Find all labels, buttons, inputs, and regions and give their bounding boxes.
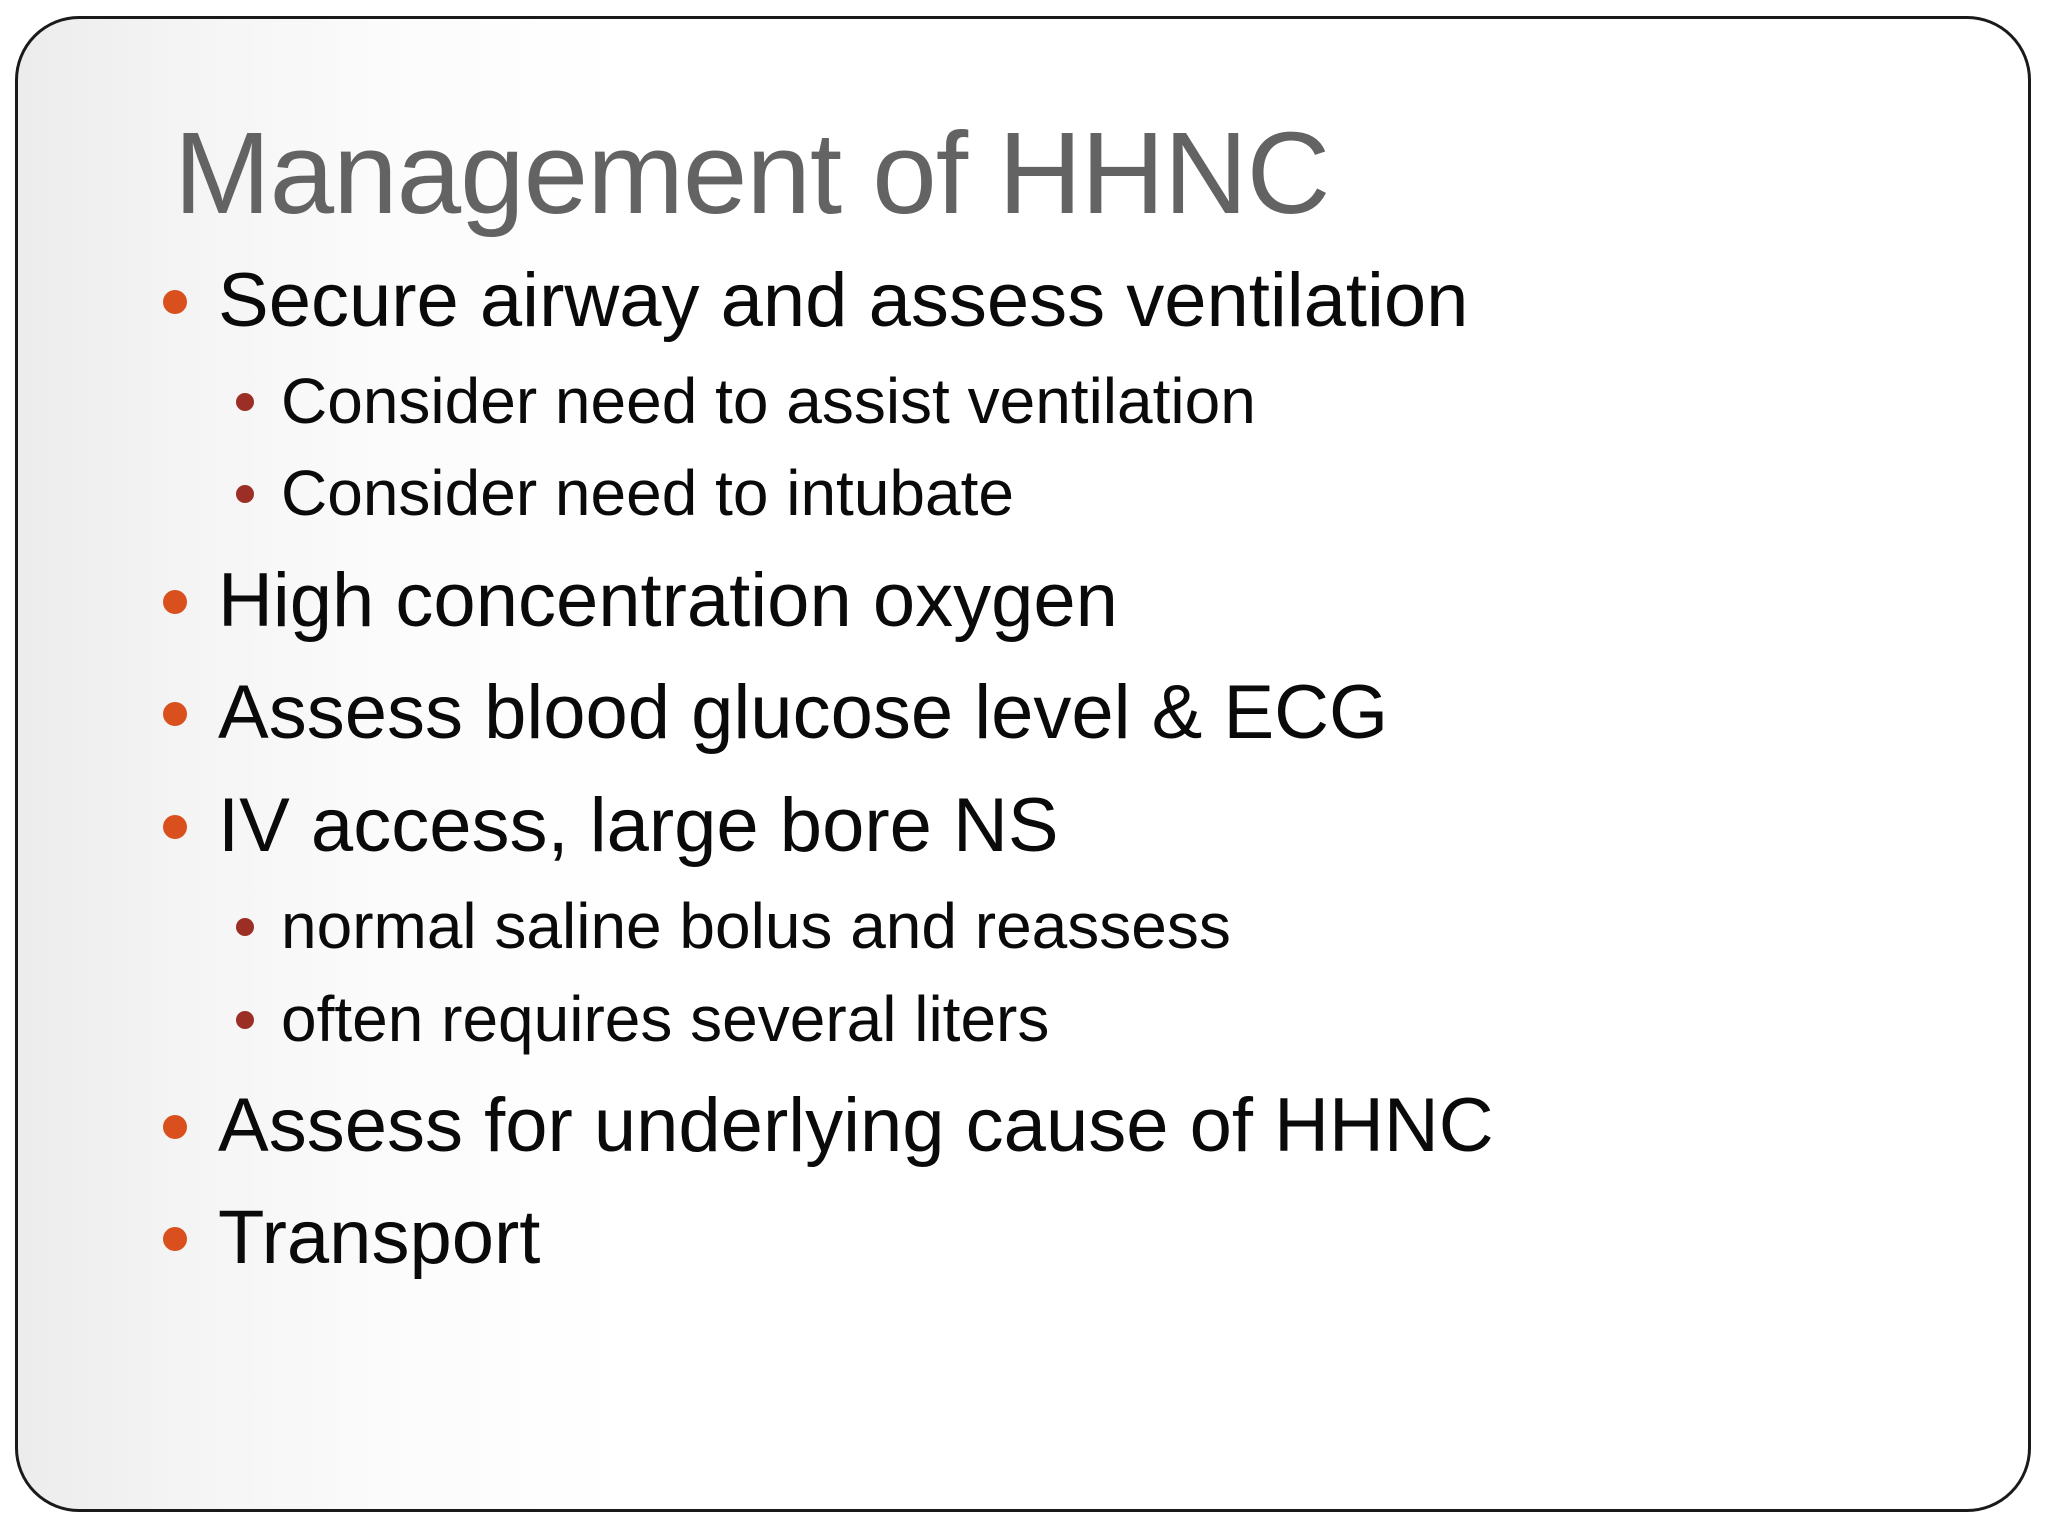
sub-bullet-item [281, 981, 1049, 1057]
bullet-dot-icon [163, 815, 187, 839]
sub-bullet-text: often requires several liters [281, 983, 1050, 1055]
bullet-dot-icon [163, 590, 187, 614]
sub-bullet-item [281, 455, 1014, 531]
bullet-dot-icon [163, 702, 187, 726]
sub-bullet-dot-icon [236, 1011, 254, 1029]
sub-bullet-text: Consider need to intubate [281, 457, 1014, 529]
sub-bullet-text: normal saline bolus and reassess [281, 890, 1231, 962]
bullet-item [218, 1081, 1494, 1171]
bullet-item [218, 256, 1468, 346]
bullet-item [218, 1193, 540, 1283]
bullet-dot-icon [163, 290, 187, 314]
sub-bullet-dot-icon [236, 918, 254, 936]
bullet-text: IV access, large bore NS [218, 783, 1059, 868]
bullet-text: Assess blood glucose level & ECG [218, 670, 1389, 755]
sub-bullet-text: Consider need to assist ventilation [281, 365, 1256, 437]
bullet-dot-icon [163, 1227, 187, 1251]
bullet-item [218, 668, 1388, 758]
bullet-text: Secure airway and assess ventilation [218, 258, 1469, 343]
bullet-item [218, 781, 1059, 871]
bullet-text: Transport [218, 1195, 541, 1280]
slide-title: Management of HHNC [174, 108, 1330, 238]
sub-bullet-item [281, 363, 1256, 439]
bullet-text: Assess for underlying cause of HHNC [218, 1083, 1494, 1168]
slide-frame [15, 16, 2031, 1512]
bullet-item [218, 556, 1118, 646]
sub-bullet-dot-icon [236, 393, 254, 411]
bullet-text: High concentration oxygen [218, 558, 1118, 643]
bullet-dot-icon [163, 1115, 187, 1139]
sub-bullet-dot-icon [236, 485, 254, 503]
sub-bullet-item [281, 888, 1231, 964]
